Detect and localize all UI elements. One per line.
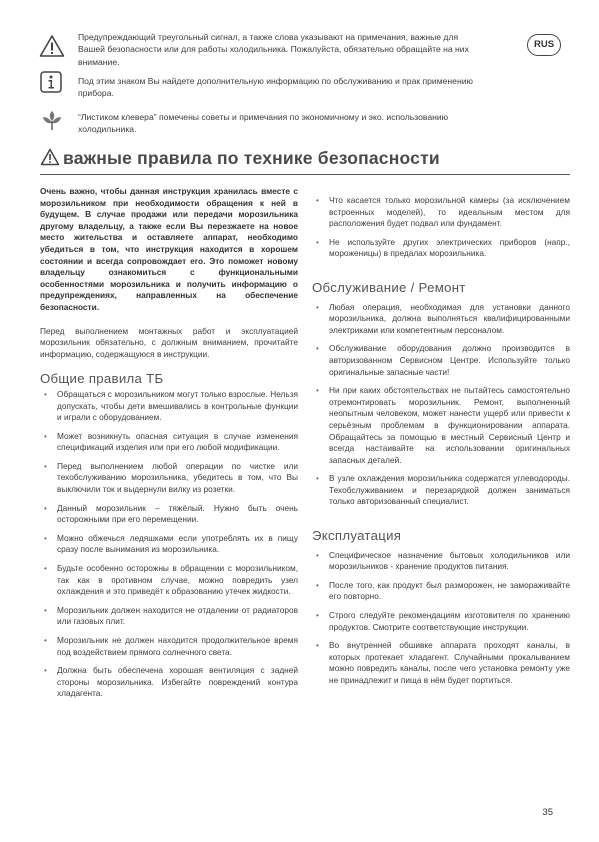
list-item: • Строго следуйте рекомендациям изготовителя по хранению продуктов. Смотрите соответствующие инструкции.: [312, 610, 570, 633]
list-item: • Будьте особенно осторожны в обращении с морозильником, так как в противном случае, можно повредить узел охлаждения и это приведёт к образованию утечек жидкости.: [40, 563, 298, 598]
list-item: • Перед выполнением любой операции по чистке или техобслуживанию морозильника, убедитесь в том, что Вы выключили ток и выдернули вилку из розетки.: [40, 461, 298, 496]
list-item: • Может возникнуть опасная ситуация в случае изменения спецификаций изделия или при его любой модификации.: [40, 431, 298, 454]
list-item: • Можно обжечься ледяшками если употреблять их в пищу сразу после вынимания из морозильника.: [40, 533, 298, 556]
warning-note: Предупреждающий треугольный сигнал, а также слова указывают на примечания, важные для Вашей безопасности или для работы холодильника. Пожалуйста, обязательно обращайте на них внимание.: [78, 32, 469, 67]
operation-heading: Эксплуатация: [312, 528, 402, 544]
clover-leaf-icon: [40, 108, 64, 132]
list-item: • Обращаться с морозильником могут только взрослые. Нельзя допускать, чтобы дети вмешивались в контрольные функции и играли с оборудованием.: [40, 389, 298, 424]
general-rules-heading: Общие правила ТБ: [40, 371, 164, 387]
list-item: • Любая операция, необходимая для установки данного морозильника, должна выполняться квалифицированными электриками или компетентным персоналом.: [312, 302, 570, 337]
list-item: • Данный морозильник – тяжёлый. Нужно быть очень осторожными при его перемещении.: [40, 503, 298, 526]
list-item: • Во внутренней обшивке аппарата проходят каналы, в которых протекает хладагент. Случайными прокалыванием можно повредить каналы, после чего установка ремонту уже не принадлежит и пища в нём будет портиться.: [312, 640, 570, 686]
general-rules-list: [40, 389, 298, 700]
info-icon: [40, 71, 62, 93]
list-item: • Морозильник должен находится не отдалении от радиаторов или газовых плит.: [40, 605, 298, 628]
list-item: • В узле охлаждения морозильника содержатся углеводороды. Техобслуживанием и перезарядкой должен заниматься только авторизованный специалист.: [312, 473, 570, 508]
list-item: • Что касается только морозильной камеры (за исключением встроенных моделей), то идеальным местом для расположения будет подвал или фундамент.: [312, 195, 570, 230]
left-column: [40, 186, 298, 700]
title-divider: [40, 174, 570, 175]
language-badge: RUS: [527, 34, 561, 56]
info-note: Под этим знаком Вы найдете дополнительную информацию по обслуживанию и прак применению прибора.: [78, 76, 473, 99]
list-item: • Специфическое назначение бытовых холодильников или морозильников - хранение продуктов питания.: [312, 550, 570, 573]
warning-triangle-icon: [39, 34, 65, 58]
intro-bold-text: Очень важно, чтобы данная инструкция хранилась вместе с морозильником при необходимости обращения к ней в будущем. В случае продажи или передачи морозильника другому владельцу, а также если Вы перезжаете на новое место жительства и оставляете аппарат, необходимо убедиться в том, что инструкция находится в хорошем состоянии и всегда сопровождает его. Это поможет новому владельцу ознакомиться с функциональными особенностями морозильника и получить информацию о предупреждениях, направленных на обеспечение безопасности.: [40, 186, 298, 312]
service-heading: Обслуживание / Ремонт: [312, 279, 466, 295]
clover-note: “Листиком клевера” помечены советы и примечания по экономичному и эко. использованию холодильника.: [78, 112, 449, 135]
title-warning-icon: [40, 148, 60, 166]
list-item: • Обслуживание оборудования должно производится в авторизованном Сервисном Центре. Используйте только оригинальные запасные части!: [312, 343, 570, 378]
service-list: [312, 302, 570, 509]
page-title-text: важные правила по технике безопасности: [63, 148, 440, 168]
page-number: 35: [542, 807, 553, 818]
list-item: • После того, как продукт был разморожен, не замораживайте его повторно.: [312, 580, 570, 603]
right-column: [312, 195, 570, 687]
list-item: • Ни при каких обстоятельствах не пытайтесь самостоятельно отремонтировать морозильник. Ремонт, выполненный неопытным человеком, может нанести ущерб или привести к серьёзным проблемам в функционировании аппарата. Обращайтесь за помощью в местный Сервисный Центр и всегда настаивайте на использовании оригинальных запасных деталей.: [312, 385, 570, 466]
list-item: • Морозильник не должен находится продолжительное время под воздействием прямого солнечного света.: [40, 635, 298, 658]
list-item: • Не используйте других электрических приборов (напр., мороженицы) в предалах морозильника.: [312, 237, 570, 260]
operation-list: [312, 550, 570, 687]
page-title: [40, 148, 570, 169]
freezer-placement-list: [312, 195, 570, 260]
intro-paragraph: Перед выполнением монтажных работ и эксплуатацией морозильник обязательно, с должным вниманием, прочитайте информацию, содержащуюся в инструкции.: [40, 325, 298, 359]
list-item: • Должна быть обеспечена хорошая вентиляция с задней стороны морозильника. Избегайте повреждений контура хладагента.: [40, 665, 298, 700]
